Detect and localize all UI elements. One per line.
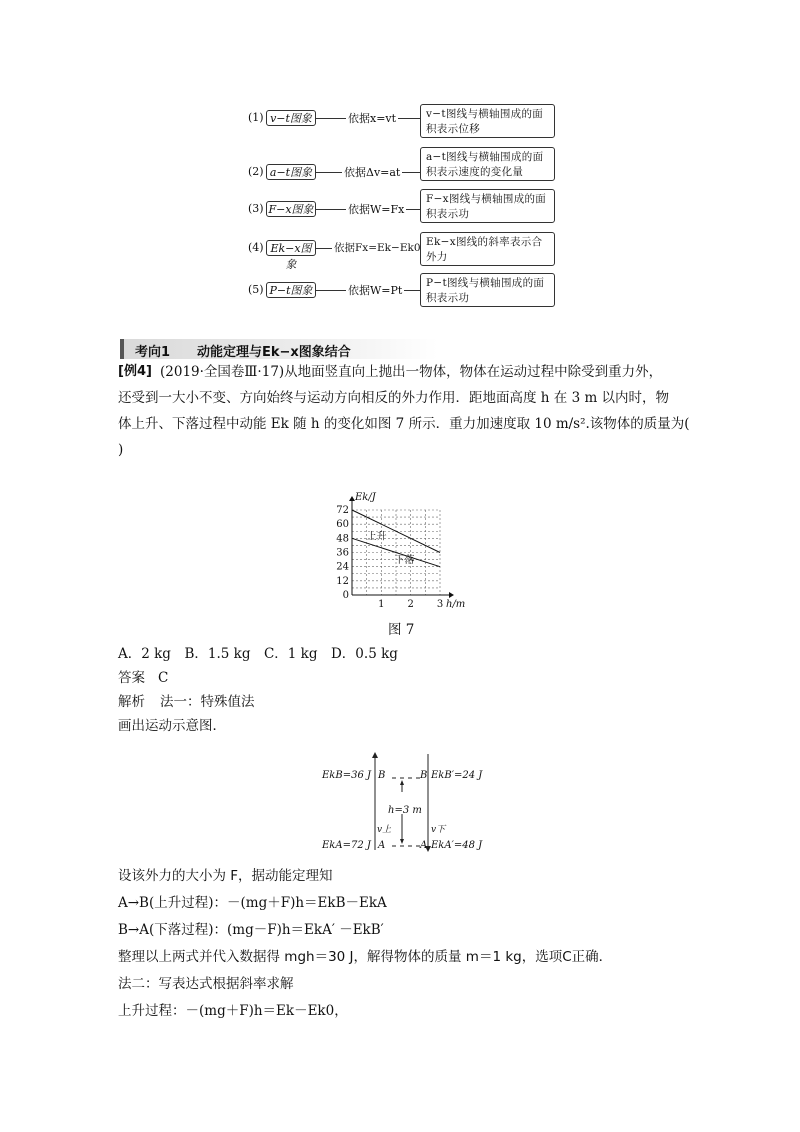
solution-line-1: 设该外力的大小为 F，据动能定理知: [118, 868, 333, 884]
y-tick-label: 36: [336, 547, 349, 559]
graph-type-box: P−t图象: [266, 282, 316, 298]
ekB-up-label: EkB=36 J: [322, 770, 371, 781]
series-label: 下落: [394, 555, 415, 567]
basis-text: 依据W=Fx: [348, 203, 405, 216]
example-line-1: (2019·全国卷Ⅲ·17)从地面竖直向上抛出一物体，物体在运动过程中除受到重力外，: [160, 364, 663, 380]
graph-type-box: a−t图象: [266, 164, 316, 180]
series-label: 上升: [366, 531, 387, 543]
meaning-box: Ek−x图线的斜率表示合外力: [420, 232, 555, 266]
basis-text: 依据Fx=Ek−Ek0: [334, 242, 421, 254]
basis-text: 依据Δv=at: [344, 166, 401, 179]
analysis-label: 解析: [118, 694, 145, 710]
y-tick-label: 48: [336, 533, 349, 545]
y-tick-label: 12: [336, 575, 349, 587]
section-title: 动能定理与Ek−x图象结合: [197, 345, 351, 360]
answer-options: A．2 kg B．1.5 kg C．1 kg D．0.5 kg: [118, 646, 398, 662]
example-line-2: 还受到一大小不变、方向始终与运动方向相反的外力作用．距地面高度 h 在 3 m 以内时，物: [118, 390, 670, 406]
solution-line-6: 上升过程：－(mg＋F)h＝Ek－Ek0，: [118, 1003, 348, 1019]
graph-type-box: Ek−x图象: [266, 240, 316, 256]
solution-line-2: A→B(上升过程)：－(mg＋F)h＝EkB－EkA: [118, 895, 387, 911]
row-number: (2): [248, 165, 264, 178]
v-down-label: v下: [431, 825, 446, 835]
meaning-box: v−t图线与横轴围成的面积表示位移: [420, 104, 555, 138]
v-up-label: v上: [377, 825, 392, 835]
basis-text: 依据x=vt: [348, 112, 397, 125]
y-tick-label: 24: [336, 561, 349, 573]
point-a-left: A: [378, 840, 386, 851]
ek-h-chart: [330, 488, 480, 618]
x-tick-label: 1: [378, 599, 385, 610]
point-a-right: A: [420, 840, 428, 851]
answer-value: C: [158, 670, 169, 686]
motion-arrows: [360, 752, 440, 852]
chart-axes: [349, 496, 454, 598]
example-line-4: ): [118, 442, 124, 458]
method-1-title: 法一：特殊值法: [160, 694, 255, 710]
solution-line-3: B→A(下落过程)：(mg－F)h＝EkA′ －EkB′: [118, 922, 384, 938]
graph-type-box: v−t图象: [266, 110, 316, 126]
meaning-box: a−t图线与横轴围成的面积表示速度的变化量: [420, 147, 555, 181]
solution-line-4: 整理以上两式并代入数据得 mgh＝30 J，解得物体的质量 m＝1 kg，选项C正确．: [118, 949, 613, 965]
y-tick-label: 60: [336, 519, 349, 531]
method-2-title: 法二：写表达式根据斜率求解: [118, 976, 294, 992]
example-label: [例4]: [118, 364, 152, 379]
basis-text: 依据W=Pt: [348, 284, 403, 297]
y-tick-label: 0: [342, 590, 349, 601]
height-label: h=3 m: [388, 805, 422, 816]
answer-label: 答案: [118, 670, 145, 686]
graph-type-box: F−x图象: [266, 201, 316, 217]
row-number: (4): [248, 241, 264, 254]
point-b-left: B: [378, 770, 386, 781]
example-line-3: 体上升、下落过程中动能 Ek 随 h 的变化如图 7 所示．重力加速度取 10 m/s².该物体的质量为(: [118, 416, 690, 432]
meaning-box: P−t图线与横轴围成的面积表示功: [420, 273, 555, 307]
x-tick-label: 2: [407, 599, 414, 610]
ekA-up-label: EkA=72 J: [322, 840, 371, 851]
row-number: (1): [248, 111, 264, 124]
row-number: (5): [248, 283, 264, 296]
x-axis-label: h/m: [446, 599, 466, 610]
point-b-right: B: [420, 770, 428, 781]
x-tick-label: 3: [436, 599, 444, 610]
y-tick-label: 72: [336, 505, 349, 516]
figure-caption: 图 7: [388, 622, 415, 638]
ekB-down-label: EkB′=24 J: [431, 770, 483, 781]
draw-diagram-text: 画出运动示意图．: [118, 718, 226, 734]
row-number: (3): [248, 202, 264, 215]
x-axis-arrow: [449, 592, 454, 598]
ekA-down-label: EkA′=48 J: [431, 840, 483, 851]
meaning-box: F−x图线与横轴围成的面积表示功: [420, 189, 555, 223]
y-axis-label: Ek/J: [355, 492, 376, 503]
section-tag: 考向1: [135, 345, 171, 360]
